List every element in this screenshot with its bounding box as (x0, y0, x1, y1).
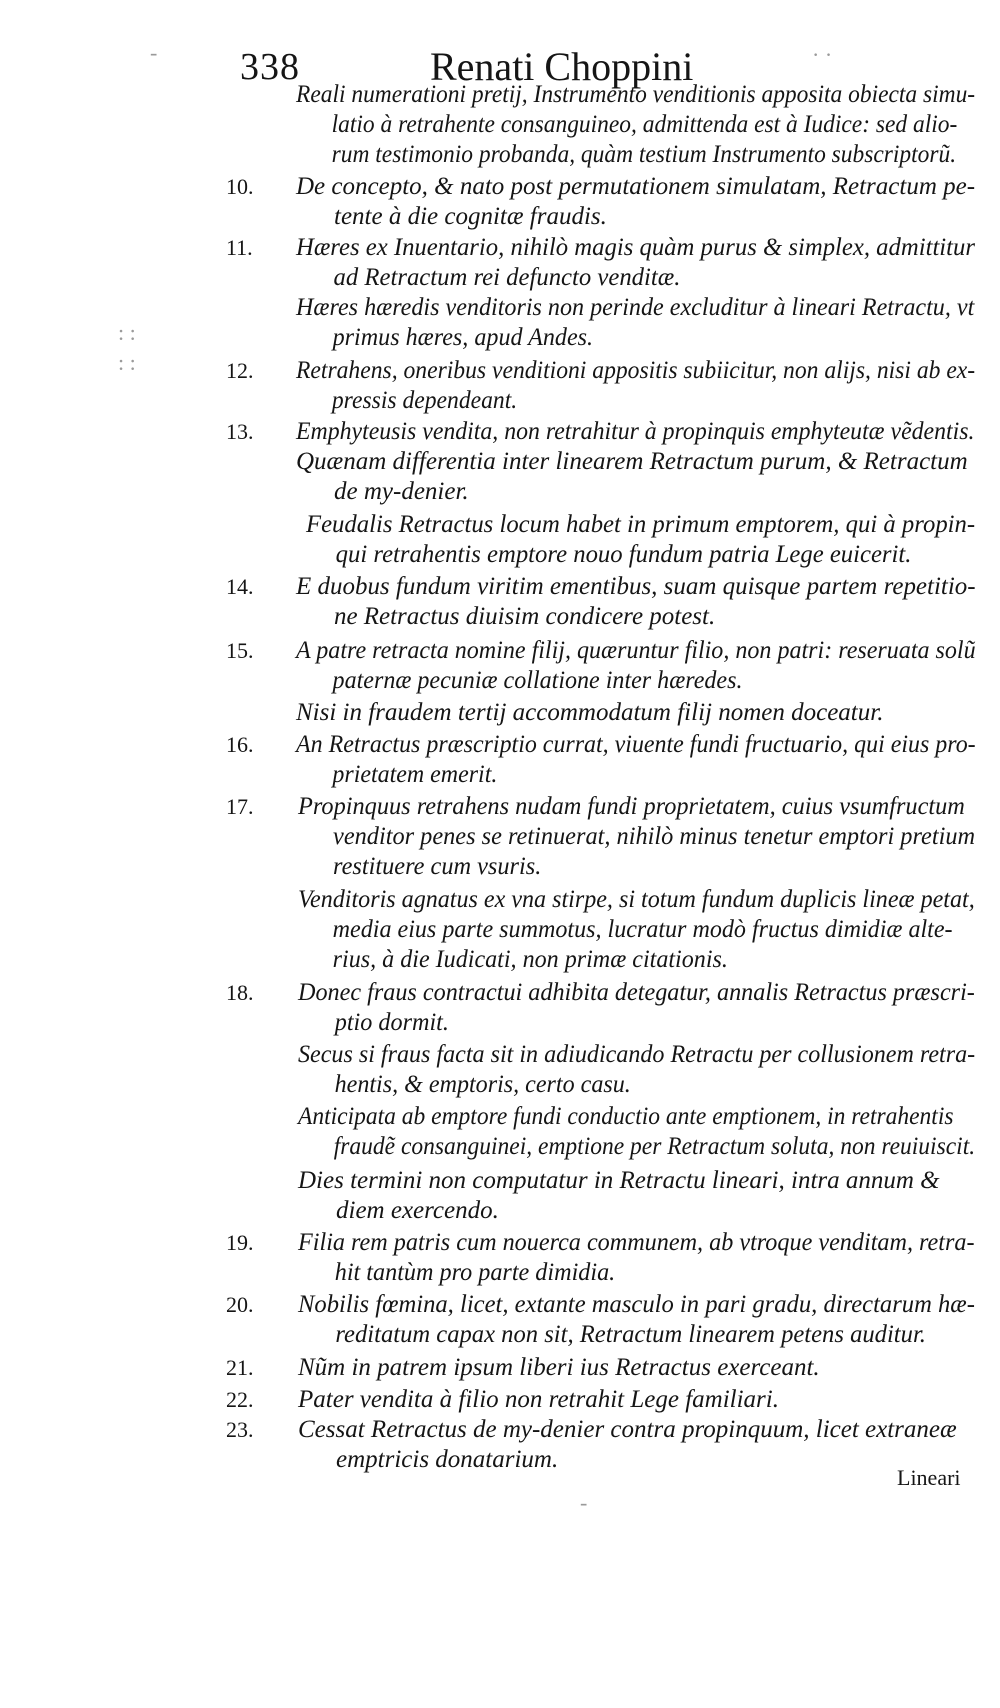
entry-line: Filia rem patris cum nouerca communem, ab vtroque venditam, retra- (298, 1229, 975, 1256)
entry-text (296, 698, 883, 728)
entry-line: restituere cum vsuris. (333, 853, 542, 880)
entry-text (296, 233, 983, 293)
entry-number: 14. (226, 574, 254, 599)
entry-text (298, 1385, 779, 1415)
entry-line: Pater vendita à filio non retrahit Lege familiari. (298, 1386, 779, 1413)
catchword: Lineari (897, 1465, 961, 1490)
entry-line: prietatem emerit. (332, 761, 498, 788)
entry-text (298, 792, 994, 882)
entry-line: primus hæres, apud Andes. (332, 324, 594, 351)
entry-text (298, 1040, 1000, 1100)
entry-text (296, 293, 1000, 353)
entry-text (298, 885, 1000, 975)
entry-text (298, 1102, 1000, 1162)
entry-line: pressis dependeant. (331, 387, 518, 414)
entry-line: media eius parte summotus, lucratur modò fructus dimidiæ alte- (332, 916, 953, 943)
entry-line: An Retractus præscriptio currat, viuente fundi fructuario, qui eius pro- (296, 731, 976, 758)
entry-line: Quænam differentia inter linearem Retractum purum, & Retractum (296, 448, 968, 475)
entry-text (296, 80, 1000, 170)
entry-line: Hæres hæredis venditoris non perinde excluditur à lineari Retractu, vt (296, 294, 975, 321)
entry-line: diem exercendo. (336, 1197, 499, 1224)
entry-line: de my-denier. (334, 478, 469, 505)
entry-line: De concepto, & nato post permutationem simulatam, Retractum pe- (296, 173, 976, 200)
entry-line: Feudalis Retractus locum habet in primum emptorem, qui à propin- (306, 511, 976, 538)
entry-line: Emphyteusis vendita, non retrahitur à propinquis emphyteutæ vẽdentis. (296, 418, 975, 445)
entry-text (306, 510, 983, 570)
entry-line: A patre retracta nomine filij, quæruntur filio, non patri: reseruata solũ (296, 637, 976, 664)
entry-line: ad Retractum rei defuncto venditæ. (333, 264, 681, 291)
entry-line: tente à die cognitæ fraudis. (334, 203, 607, 230)
entry-number: 15. (226, 638, 254, 663)
entry-line: rius, à die Iudicati, non primæ citationis. (332, 946, 728, 973)
entry-line: Retrahens, oneribus venditioni appositis subiicitur, non alijs, nisi ab ex- (296, 357, 976, 384)
entry-text (296, 356, 1000, 416)
entry-line: ne Retractus diuisim condicere potest. (333, 603, 716, 630)
entry-number: 23. (226, 1417, 254, 1442)
entry-line: E duobus fundum viritim ementibus, suam quisque partem repetitio- (296, 573, 976, 600)
entry-line: venditor penes se retinuerat, nihilò minus tenetur emptori pretium (333, 823, 976, 850)
entry-line: qui retrahentis emptore nouo fundum patria Lege euicerit. (335, 541, 912, 568)
entry-line: Anticipata ab emptore fundi conductio ante emptionem, in retrahentis (298, 1103, 954, 1130)
entry-number: 20. (226, 1292, 254, 1317)
entry-number: 13. (226, 419, 254, 444)
entry-line: Nũm in patrem ipsum liberi ius Retractus exerceant. (298, 1354, 820, 1381)
entry-line: fraudẽ consanguinei, emptione per Retractum soluta, non reuiuiscit. (333, 1133, 976, 1160)
running-title: Renati Choppini (430, 44, 694, 89)
entry-number: 21. (226, 1355, 254, 1380)
entry-number: 11. (226, 235, 253, 260)
entry-text (296, 417, 1000, 447)
entry-line: Reali numerationi pretij, Instrumento venditionis apposita obiecta simu- (296, 81, 976, 108)
entry-text (298, 1290, 986, 1350)
entry-line: Venditoris agnatus ex vna stirpe, si totum fundum duplicis lineæ petat, (298, 886, 975, 913)
entry-line: hit tantùm pro parte dimidia. (334, 1259, 616, 1286)
entry-text (296, 172, 975, 232)
entry-line: Hæres ex Inuentario, nihilò magis quàm purus & simplex, admittitur (296, 234, 976, 261)
entry-line: rum testimonio probanda, quàm testium Instrumento subscriptorũ. (331, 141, 957, 168)
entry-line: Nobilis fœmina, licet, extante masculo in pari gradu, directarum hæ- (298, 1291, 975, 1318)
entry-text (298, 978, 998, 1038)
entry-text (298, 1228, 998, 1288)
entry-text (298, 1415, 957, 1475)
entry-line: Secus si fraus facta sit in adiudicando Retractu per collusionem retra- (298, 1041, 976, 1068)
entry-text (296, 730, 1000, 790)
entry-number: 10. (226, 174, 254, 199)
entry-text (298, 1353, 820, 1383)
entry-line: Cessat Retractus de my-denier contra propinquum, licet extraneæ (298, 1416, 957, 1443)
entry-line: Dies termini non computatur in Retractu lineari, intra annum & (298, 1167, 940, 1194)
entry-text (296, 636, 1000, 696)
entry-number: 16. (226, 732, 254, 757)
book-page: 338 Renati Choppini - · · Reali numerationi pretij, Instrumento venditionis apposita obiecta simu- latio à retrahente consanguineo, admittenda est à Iudice: sed alio- rum testimonio probanda, quàm testium Instrumento subscriptorũ. 10. De concepto, & nato post permutationem simulatam, Retractum pe- tente à die cognitæ fraudis. 11. Hæres ex Inuentario, nihilò magis quàm purus & simplex, admittitur ad Retractum rei defuncto venditæ. Hæres hæredis venditoris non perinde excluditur à lineari Retractu, vt primus hæres, apud Andes. 12. Retrahens, oneribus venditioni appositis subiicitur, non alijs, nisi ab ex- pressis dependeant. 13. Emphyteusis vendita, non retrahitur à propinquis emphyteutæ vẽdentis. Quænam differentia inter linearem Retractum purum, & Retractum de my-denier. Feudalis Retractus locum habet in primum emptorem, qui à propin- qui retrahentis emptore nouo fundum patria Lege euicerit. 14. E duobus fundum viritim ementibus, suam quisque partem repetitio- ne Retractus diuisim condicere potest. 15. A patre retracta nomine filij, quæruntur filio, non patri: reseruata solũ paternæ pecuniæ collatione inter hæredes. Nisi in fraudem tertij accommodatum filij nomen doceatur. 16. An Retractus præscriptio currat, viuente fundi fructuario, qui eius pro- prietatem emerit. 17. Propinquus retrahens nudam fundi proprietatem, cuius vsumfructum venditor penes se retinuerat, nihilò minus tenetur emptori pretium restituere cum vsuris. Venditoris agnatus ex vna stirpe, si totum fundum duplicis lineæ petat, media eius parte summotus, lucratur modò fructus dimidiæ alte- rius, à die Iudicati, non primæ citationis. 18. Donec fraus contractui adhibita detegatur, annalis Retractus præscri- ptio dormit. Secus si fraus facta sit in adiudicando Retractu per collusionem retra- hentis, & emptoris, certo casu. Anticipata ab emptore fundi conductio ante emptionem, in retrahentis fraudẽ consanguinei, emptione per Retractum soluta, non reuiuiscit. Dies termini non computatur in Retractu lineari, intra annum & diem exercendo. 19. Filia rem patris cum nouerca communem, ab vtroque venditam, retra- hit tantùm pro parte dimidia. 20. Nobilis fœmina, licet, extante masculo in pari gradu, directarum hæ- reditatum capax non sit, Retractum linearem petens auditur. 21. Nũm in patrem ipsum liberi ius Retractus exerceant. 22. Pater vendita à filio non retrahit Lege familiari. 23. Cessat Retractus de my-denier contra propinquum, licet extraneæ emptricis donatarium. Lineari : : : : - (0, 0, 1000, 1708)
entry-number: 17. (226, 794, 254, 819)
entry-number: 18. (226, 980, 254, 1005)
entry-number: 22. (226, 1387, 254, 1412)
entry-text (296, 572, 976, 632)
entry-line: latio à retrahente consanguineo, admittenda est à Iudice: sed alio- (331, 111, 958, 138)
entry-line: hentis, & emptoris, certo casu. (334, 1071, 631, 1098)
entry-line: paternæ pecuniæ collatione inter hæredes. (332, 667, 743, 694)
entry-number: 19. (226, 1230, 254, 1255)
entry-line: emptricis donatarium. (336, 1446, 559, 1473)
entry-line: reditatum capax non sit, Retractum linearem petens auditur. (335, 1321, 926, 1348)
entry-number: 12. (226, 358, 254, 383)
entry-line: Propinquus retrahens nudam fundi proprietatem, cuius vsumfructum (298, 793, 965, 820)
entry-text (298, 1166, 940, 1226)
entry-text (296, 447, 968, 507)
entry-line: ptio dormit. (334, 1009, 449, 1036)
entry-line: Nisi in fraudem tertij accommodatum filij nomen doceatur. (296, 699, 884, 726)
entry-line: Donec fraus contractui adhibita detegatur, annalis Retractus præscri- (298, 979, 975, 1006)
page-number: 338 (240, 46, 300, 88)
